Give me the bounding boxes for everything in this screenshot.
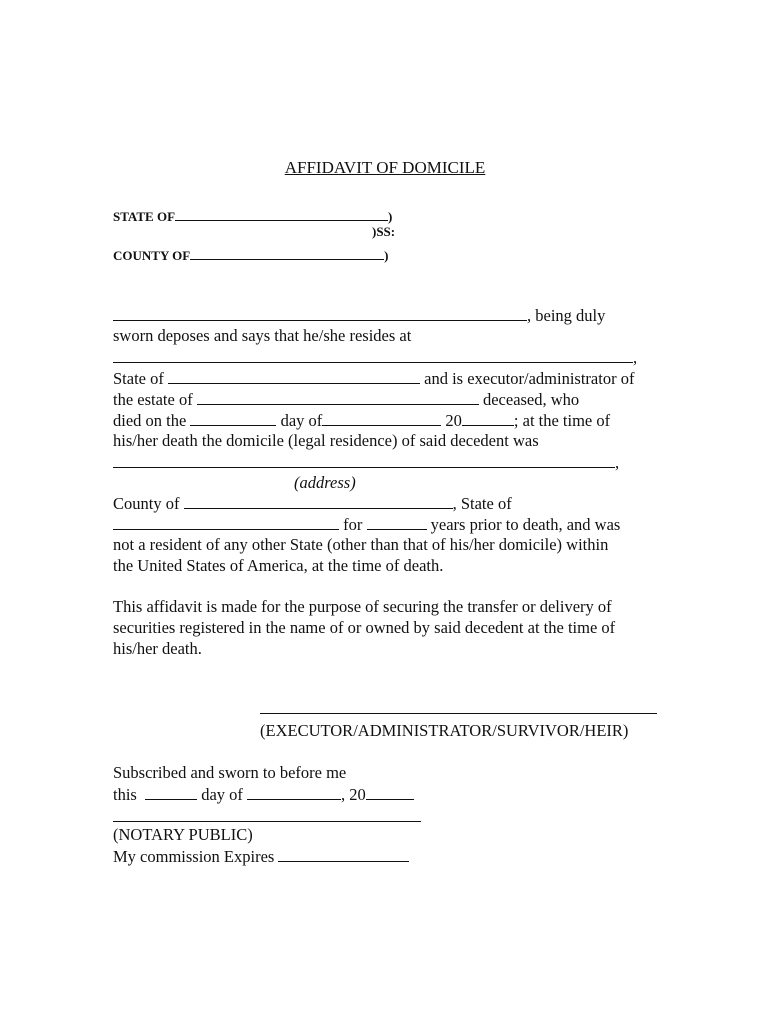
county-label: COUNTY OF xyxy=(113,248,191,263)
decedent-name-blank[interactable] xyxy=(197,389,479,405)
residence-blank[interactable] xyxy=(113,347,633,363)
affiant-name-blank[interactable] xyxy=(113,305,527,321)
county-close-paren: ) xyxy=(384,248,389,263)
document-title: AFFIDAVIT OF DOMICILE xyxy=(284,158,486,177)
death-month-blank[interactable] xyxy=(322,410,441,426)
for-text: for xyxy=(343,515,363,534)
deceased-who-text: deceased, who xyxy=(482,390,580,409)
death-day-blank[interactable] xyxy=(190,410,276,426)
county-of-line xyxy=(113,493,512,514)
estate-line xyxy=(113,389,579,410)
day-of-text: day of xyxy=(280,411,323,430)
subscribed-line: Subscribed and sworn to before me xyxy=(113,763,347,782)
notary-month-blank[interactable] xyxy=(247,784,341,800)
address-blank[interactable] xyxy=(113,452,615,468)
death-year-blank[interactable] xyxy=(462,410,514,426)
domicile-line: his/her death the domicile (legal residence) of said decedent was xyxy=(113,431,539,450)
state-of-line xyxy=(113,368,634,389)
state-label: STATE OF xyxy=(113,209,176,224)
notary-date-line xyxy=(113,784,414,805)
county-venue-line xyxy=(113,244,389,264)
commission-text: My commission Expires xyxy=(113,847,275,866)
county-blank[interactable] xyxy=(190,244,384,260)
years-blank[interactable] xyxy=(367,514,427,530)
residence-line xyxy=(113,347,637,368)
this-text: this xyxy=(113,785,137,804)
notary-day-blank[interactable] xyxy=(145,784,197,800)
sworn-line: sworn deposes and says that he/she resides at xyxy=(113,326,412,345)
years-line xyxy=(113,514,620,535)
not-resident-line: not a resident of any other State (other than that of his/her domicile) within xyxy=(113,535,609,554)
united-states-line: the United States of America, at the time of death. xyxy=(113,556,444,575)
notary-year-blank[interactable] xyxy=(366,784,414,800)
address-line xyxy=(113,452,619,473)
commission-blank[interactable] xyxy=(278,846,409,862)
address-caption: (address) xyxy=(294,473,356,492)
affiant-line xyxy=(113,305,605,326)
estate-of-text: the estate of xyxy=(113,390,193,409)
notary-signature-line[interactable] xyxy=(113,821,421,822)
executor-text: and is executor/administrator of xyxy=(424,369,635,388)
signature-caption: (EXECUTOR/ADMINISTRATOR/SURVIVOR/HEIR) xyxy=(260,721,629,740)
commission-line xyxy=(113,846,409,867)
county-of-blank[interactable] xyxy=(184,493,453,509)
address-comma: , xyxy=(615,453,620,472)
ss-label: )SS: xyxy=(372,224,396,239)
notary-public-caption: (NOTARY PUBLIC) xyxy=(113,825,253,844)
residence-comma: , xyxy=(633,348,638,367)
purpose-line-3: his/her death. xyxy=(113,639,202,658)
notary-twenty-text: , 20 xyxy=(341,785,366,804)
at-time-of-text: ; at the time of xyxy=(513,411,611,430)
died-on-line xyxy=(113,410,610,431)
state-name-blank[interactable] xyxy=(113,514,339,530)
state-of-text: State of xyxy=(113,369,164,388)
state-close-paren: ) xyxy=(388,209,393,224)
purpose-line-1: This affidavit is made for the purpose of securing the transfer or delivery of xyxy=(113,597,612,616)
notary-day-of-text: day of xyxy=(201,785,243,804)
twenty-text: 20 xyxy=(445,411,462,430)
state-of-comma-text: , State of xyxy=(452,494,512,513)
signature-line[interactable] xyxy=(260,713,657,714)
county-of-text: County of xyxy=(113,494,180,513)
purpose-line-2: securities registered in the name of or owned by said decedent at the time of xyxy=(113,618,616,637)
years-prior-text: years prior to death, and was xyxy=(430,515,621,534)
state-venue-line xyxy=(113,205,392,225)
state-of-blank[interactable] xyxy=(168,368,420,384)
being-duly-text: , being duly xyxy=(527,306,606,325)
died-on-text: died on the xyxy=(113,411,187,430)
state-blank[interactable] xyxy=(175,205,388,221)
